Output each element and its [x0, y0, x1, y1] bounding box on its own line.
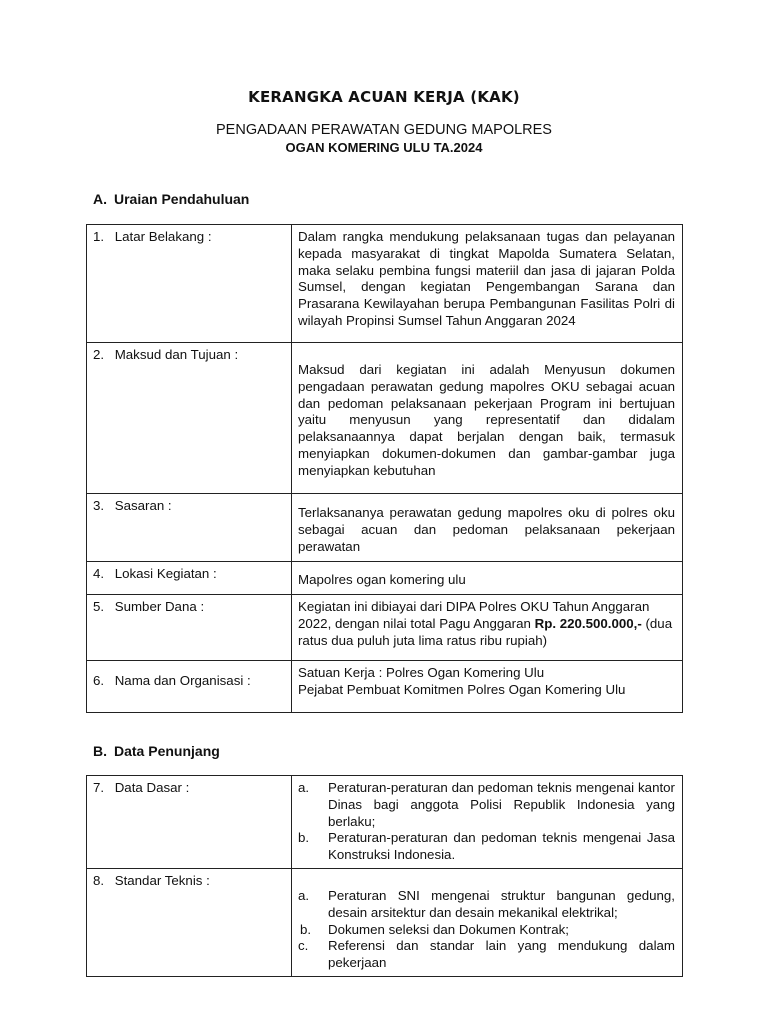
list-item [298, 888, 675, 922]
list-marker: a. [298, 780, 310, 795]
list-item-text: Peraturan SNI mengenai struktur bangunan gedung, desain arsitektur dan desain mekanikal elektrikal; [328, 887, 675, 920]
row-label [87, 661, 292, 713]
row-description [292, 868, 683, 976]
budget-words: (dua ratus dua puluh juta lima ratus ribu rupiah) [298, 615, 673, 648]
document-title: KERANGKA ACUAN KERJA (KAK) [248, 88, 520, 106]
document-subtitle-2: OGAN KOMERING ULU TA.2024 [285, 140, 483, 155]
list-item-text: Referensi dan standar lain yang mendukung dalam pekerjaan [328, 938, 675, 971]
section-b-title: Data Penunjang [114, 743, 220, 759]
table-row [87, 225, 683, 343]
row-label-text: Sasaran : [114, 498, 172, 513]
document-subtitle: PENGADAAN PERAWATAN GEDUNG MAPOLRES [216, 122, 552, 138]
row-description [292, 225, 683, 343]
row-label-text: Nama dan Organisasi : [114, 673, 251, 688]
row-label [87, 225, 292, 343]
row-label-text: Maksud dan Tujuan : [114, 347, 239, 362]
maksud-tujuan-text: Maksud dari kegiatan ini adalah Menyusun dokumen pengadaan perawatan gedung mapolres OKU sebagai acuan dan pedoman pelaksanaan pekerjaan Program ini bertujuan yaitu menyusun yang representatif dan didalam pelaksanaannya dapat berjalan dengan baik, termasuk menyiapkan dokumen-dokumen dan gambar-gambar juga menyiapkan kebutuhan [298, 362, 675, 478]
row-label-text: Standar Teknis : [114, 872, 210, 888]
section-b-heading [93, 743, 220, 759]
section-a-table [86, 224, 683, 713]
row-description [292, 595, 683, 661]
row-description [292, 661, 683, 713]
satuan-kerja-text: Satuan Kerja : Polres Ogan Komering Ulu [298, 665, 545, 680]
row-description [292, 776, 683, 869]
list-item [298, 922, 675, 939]
sasaran-text: Terlaksananya perawatan gedung mapolres oku di polres oku sebagai acuan dan pedoman pelaksanaan pekerjaan perawatan [298, 505, 675, 554]
row-number: 2. [93, 347, 105, 362]
table-row [87, 868, 683, 976]
lokasi-text: Mapolres ogan komering ulu [298, 572, 466, 587]
section-a-title: Uraian Pendahuluan [114, 191, 250, 207]
section-a-heading [93, 191, 249, 207]
row-label-text: Latar Belakang : [114, 229, 212, 244]
table-row [87, 562, 683, 595]
list-item-text: Peraturan-peraturan dan pedoman teknis mengenai Jasa Konstruksi Indonesia. [328, 830, 675, 863]
pejabat-text: Pejabat Pembuat Komitmen Polres Ogan Komering Ulu [298, 681, 626, 697]
row-number: 1. [93, 229, 105, 244]
row-label [87, 868, 292, 976]
row-number: 3. [93, 498, 105, 513]
row-description [292, 562, 683, 595]
row-description [292, 494, 683, 562]
section-b-table [86, 775, 683, 977]
list-item [298, 938, 675, 972]
budget-amount: Rp. 220.500.000,- [534, 615, 642, 631]
row-label-text: Lokasi Kegiatan : [114, 566, 217, 581]
table-row [87, 595, 683, 661]
section-a-letter: A. [93, 191, 107, 207]
row-number: 8. [93, 872, 105, 888]
list-item [298, 830, 675, 864]
table-row [87, 776, 683, 869]
section-b-letter: B. [93, 743, 107, 759]
latar-belakang-text: Dalam rangka mendukung pelaksanaan tugas dan pelayanan kepada masyarakat di tingkat Mapolda Sumatera Selatan, maka selaku pembina fungsi materiil dan jasa di jajaran Polda Sumsel, dengan kegiatan Pengembangan Sarana dan Prasarana Kewilayahan berupa Pembangunan Fasilitas Polri di wilayah Propinsi Sumsel Tahun Anggaran 2024 [298, 229, 675, 328]
row-number: 4. [93, 566, 105, 581]
row-number: 5. [93, 599, 105, 614]
list-item-text: Dokumen seleksi dan Dokumen Kontrak; [328, 921, 569, 937]
row-label [87, 343, 292, 494]
list-item [298, 780, 675, 830]
row-label [87, 776, 292, 869]
list-marker: b. [300, 921, 312, 937]
table-row [87, 343, 683, 494]
row-label-text: Sumber Dana : [114, 599, 205, 614]
row-label [87, 494, 292, 562]
row-label [87, 595, 292, 661]
row-label-text: Data Dasar : [114, 780, 190, 795]
table-row [87, 494, 683, 562]
row-description [292, 343, 683, 494]
row-number: 6. [93, 673, 105, 688]
list-marker: b. [298, 830, 310, 846]
list-marker: c. [298, 938, 309, 954]
row-number: 7. [93, 780, 105, 795]
row-label [87, 562, 292, 595]
list-item-text: Peraturan-peraturan dan pedoman teknis mengenai kantor Dinas bagi anggota Polisi Republik Indonesia yang berlaku; [328, 780, 675, 829]
sumber-dana-text: Kegiatan ini dibiayai dari DIPA Polres OKU Tahun Anggaran 2022, dengan nilai total Pagu Anggaran [298, 599, 650, 631]
list-marker: a. [298, 887, 310, 903]
table-row [87, 661, 683, 713]
